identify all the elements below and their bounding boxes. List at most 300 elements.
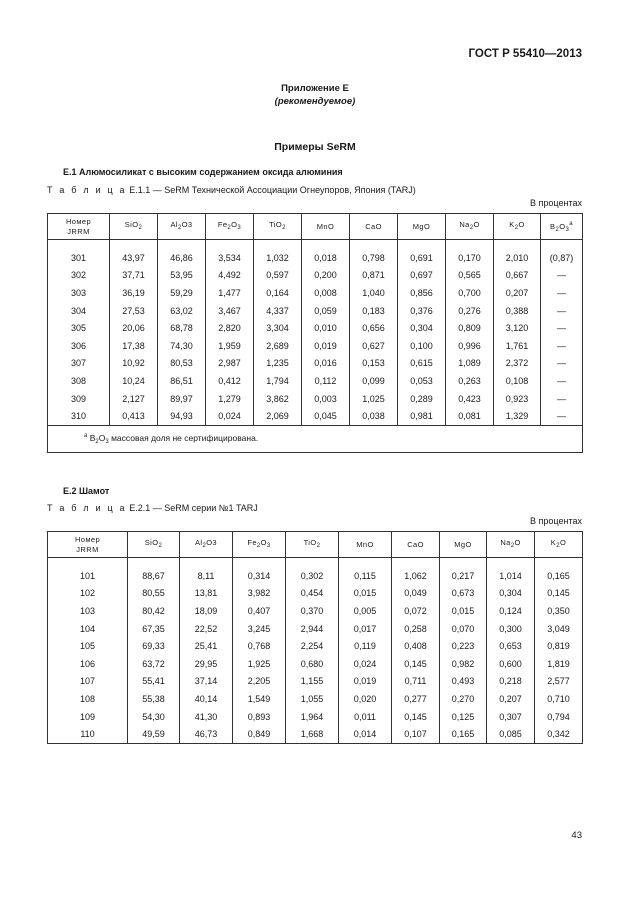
table1-cell: — <box>541 267 583 285</box>
table1-cell: 2,127 <box>110 390 158 408</box>
table2-cell: 2,944 <box>286 620 339 638</box>
table2-cell: 49,59 <box>128 725 180 743</box>
table2-header-row <box>48 532 583 558</box>
table1-cell: 2,372 <box>494 355 541 373</box>
table2-cell: 0,145 <box>535 585 583 603</box>
table1-footnote: $^a$ $B_2O_3$ массовая доля не сертифицирована. <box>48 425 583 452</box>
table1-cell: 302 <box>48 267 110 285</box>
table1-cell: 53,95 <box>158 267 206 285</box>
table2-header-na2o: $Na_2O$ <box>487 532 535 558</box>
table1-spacer-cell <box>541 240 583 250</box>
table1-cell: 0,183 <box>350 302 398 320</box>
table2-cell: 0,711 <box>392 673 440 691</box>
table2-cell: 1,014 <box>487 567 535 585</box>
table2-spacer-cell <box>180 558 233 568</box>
table2-cell: 104 <box>48 620 128 638</box>
table2-caption-label: Т а б л и ц а <box>47 503 127 513</box>
table1-cell: 3,862 <box>254 390 302 408</box>
table2-cell: 80,55 <box>128 585 180 603</box>
table1-cell: 0,207 <box>494 284 541 302</box>
table1-cell: 0,164 <box>254 284 302 302</box>
table1-cell: 1,329 <box>494 407 541 425</box>
table1-cell: 0,923 <box>494 390 541 408</box>
table1-cell: 3,467 <box>206 302 254 320</box>
table2-cell: 108 <box>48 690 128 708</box>
table2-header-jrrm <box>48 532 128 558</box>
table1-cell: — <box>541 284 583 302</box>
table2-cell: 0,314 <box>233 567 286 585</box>
table1-cell: 0,412 <box>206 372 254 390</box>
table2-cell: 0,302 <box>286 567 339 585</box>
table2-cell: 0,014 <box>339 725 392 743</box>
table2-cell: 29,95 <box>180 655 233 673</box>
table1-cell: 10,24 <box>110 372 158 390</box>
table2-cell: 105 <box>48 637 128 655</box>
table1-caption-label: Т а б л и ц а <box>47 185 127 195</box>
table2-cell: 0,982 <box>440 655 487 673</box>
table2-cell: 0,019 <box>339 673 392 691</box>
table2-cell: 0,165 <box>535 567 583 585</box>
table2-row <box>48 567 583 585</box>
table2-cell: 0,493 <box>440 673 487 691</box>
table2-cell: 0,600 <box>487 655 535 673</box>
table1-cell: 86,51 <box>158 372 206 390</box>
table1-cell: 59,29 <box>158 284 206 302</box>
table2-cell: 0,124 <box>487 602 535 620</box>
table1-cell: 0,981 <box>398 407 446 425</box>
table1-cell: — <box>541 337 583 355</box>
table2-header-fe2o3: $Fe_2O_3$ <box>233 532 286 558</box>
table1-cell: 0,112 <box>302 372 350 390</box>
table1-header-k2o: $K_2O$ <box>494 214 541 240</box>
table1-spacer-cell <box>48 240 110 250</box>
table1-cell: 0,003 <box>302 390 350 408</box>
table2-cell: 0,653 <box>487 637 535 655</box>
table1-cell: 2,010 <box>494 249 541 267</box>
table2-cell: 0,680 <box>286 655 339 673</box>
table2-row <box>48 708 583 726</box>
table2-cell: 0,085 <box>487 725 535 743</box>
table1 <box>47 213 583 453</box>
table2-cell: 0,024 <box>339 655 392 673</box>
table2-spacer-cell <box>339 558 392 568</box>
table2-cell: 2,205 <box>233 673 286 691</box>
table2-cell: 0,119 <box>339 637 392 655</box>
table2-cell: 0,015 <box>339 585 392 603</box>
table1-cell: 0,697 <box>398 267 446 285</box>
table2-row <box>48 585 583 603</box>
table2-cell: 0,307 <box>487 708 535 726</box>
table1-cell: 0,627 <box>350 337 398 355</box>
table1-cell: 1,794 <box>254 372 302 390</box>
table2-spacer-cell <box>440 558 487 568</box>
table2-cell: 88,67 <box>128 567 180 585</box>
table2-cell: 41,30 <box>180 708 233 726</box>
table2-row <box>48 602 583 620</box>
table1-cell: 303 <box>48 284 110 302</box>
table1-cell: 0,809 <box>446 319 494 337</box>
table1-cell: 43,97 <box>110 249 158 267</box>
table2-cell: 3,245 <box>233 620 286 638</box>
table1-cell: 0,108 <box>494 372 541 390</box>
table1-row <box>48 372 583 390</box>
table2-cell: 0,145 <box>392 708 440 726</box>
appendix-title: Приложение Е <box>281 83 349 94</box>
table2-cell: 0,145 <box>392 655 440 673</box>
table2-spacer-cell <box>286 558 339 568</box>
table1-cell: 2,689 <box>254 337 302 355</box>
table1-cell: 308 <box>48 372 110 390</box>
table1-cell: 0,856 <box>398 284 446 302</box>
table1-cell: 0,289 <box>398 390 446 408</box>
table1-header-b2o3-mark: a <box>569 220 573 227</box>
table1-cell: 0,871 <box>350 267 398 285</box>
table1-cell: 0,045 <box>302 407 350 425</box>
table1-spacer-cell <box>494 240 541 250</box>
table1-header-tio2: TiO$_2$ <box>254 214 302 240</box>
table1-cell: 89,97 <box>158 390 206 408</box>
table2-cell: 0,794 <box>535 708 583 726</box>
table2-cell: 0,015 <box>440 602 487 620</box>
table1-cell: 305 <box>48 319 110 337</box>
table1-cell: 0,423 <box>446 390 494 408</box>
table1-cell: 0,798 <box>350 249 398 267</box>
table2-cell: 0,258 <box>392 620 440 638</box>
table1-row <box>48 319 583 337</box>
table1-header-fe2o3: $Fe_2O_3$ <box>206 214 254 240</box>
section2-title: Е.2 Шамот <box>63 486 110 496</box>
table1-cell: 3,304 <box>254 319 302 337</box>
table1-cell: 2,987 <box>206 355 254 373</box>
appendix-note: (рекомендуемое) <box>274 96 356 107</box>
table2-cell: 0,407 <box>233 602 286 620</box>
table1-cell: 0,059 <box>302 302 350 320</box>
table1-cell: 0,276 <box>446 302 494 320</box>
table1-spacer-cell <box>350 240 398 250</box>
table1-cell: 46,86 <box>158 249 206 267</box>
table2-spacer-cell <box>128 558 180 568</box>
table1-cell: 0,304 <box>398 319 446 337</box>
table1-cell: 20,06 <box>110 319 158 337</box>
table1-cell: 307 <box>48 355 110 373</box>
table2-spacer-row <box>48 558 583 568</box>
table1-spacer-cell <box>398 240 446 250</box>
table1-cell: 2,820 <box>206 319 254 337</box>
table1-cell: 0,615 <box>398 355 446 373</box>
table2-header-al2o3: $Al_2O3$ <box>180 532 233 558</box>
table2-cell: 40,14 <box>180 690 233 708</box>
table1-cell: 1,279 <box>206 390 254 408</box>
table1-cell: 80,53 <box>158 355 206 373</box>
table2-spacer-cell <box>233 558 286 568</box>
table1-cell: 0,656 <box>350 319 398 337</box>
table2-cell: 0,223 <box>440 637 487 655</box>
table2-cell: 0,710 <box>535 690 583 708</box>
table2-cell: 0,017 <box>339 620 392 638</box>
table2-cell: 25,41 <box>180 637 233 655</box>
table2-cell: 0,207 <box>487 690 535 708</box>
table1-cell: 68,78 <box>158 319 206 337</box>
table2-cell: 0,277 <box>392 690 440 708</box>
table1-cell: 0,010 <box>302 319 350 337</box>
table1-cell: 4,492 <box>206 267 254 285</box>
table1-header-mgo: MgO <box>398 214 446 240</box>
table1-cell: 0,099 <box>350 372 398 390</box>
table1-cell: 0,153 <box>350 355 398 373</box>
table1-cell: 10,92 <box>110 355 158 373</box>
table1-spacer-cell <box>254 240 302 250</box>
table2-cell: 0,217 <box>440 567 487 585</box>
table1-cell: 309 <box>48 390 110 408</box>
table1-cell: 1,040 <box>350 284 398 302</box>
table2-row <box>48 655 583 673</box>
table2-cell: 1,819 <box>535 655 583 673</box>
footnote-mark: a <box>84 432 88 439</box>
table2-cell: 1,155 <box>286 673 339 691</box>
table1-cell: 37,71 <box>110 267 158 285</box>
table1-cell: 0,081 <box>446 407 494 425</box>
table1-row <box>48 302 583 320</box>
table2-spacer-cell <box>487 558 535 568</box>
table2-row <box>48 690 583 708</box>
table1-cell: 306 <box>48 337 110 355</box>
table2-caption <box>47 503 258 513</box>
table1-cell: 1,032 <box>254 249 302 267</box>
table1-unit: В процентах <box>530 198 582 208</box>
table2-cell: 0,115 <box>339 567 392 585</box>
table1-row <box>48 407 583 425</box>
table1-header-sio2: SiO$_2$ <box>110 214 158 240</box>
table2-cell: 101 <box>48 567 128 585</box>
table1-cell: 0,038 <box>350 407 398 425</box>
table2-header-number: Номер <box>74 534 101 544</box>
table2-row <box>48 620 583 638</box>
table2-cell: 0,218 <box>487 673 535 691</box>
table2-spacer-cell <box>392 558 440 568</box>
table2-row <box>48 637 583 655</box>
table1-cell: — <box>541 302 583 320</box>
table1-header-jrrm <box>48 214 110 240</box>
table1-header-cao: CaO <box>350 214 398 240</box>
table1-row <box>48 267 583 285</box>
table2-cell: 0,011 <box>339 708 392 726</box>
table2-cell: 69,33 <box>128 637 180 655</box>
table2-cell: 1,668 <box>286 725 339 743</box>
table1-header-mno: MnO <box>302 214 350 240</box>
table2-row <box>48 725 583 743</box>
table1-cell: 1,959 <box>206 337 254 355</box>
table2-header-cao: CaO <box>392 532 440 558</box>
main-heading: Примеры SeRM <box>274 141 356 153</box>
standard-number: ГОСТ Р 55410—2013 <box>468 48 582 60</box>
table2-header-tio2: TiO$_2$ <box>286 532 339 558</box>
table2-cell: 106 <box>48 655 128 673</box>
table2-header-k2o: $K_2O$ <box>535 532 583 558</box>
table2-cell: 1,549 <box>233 690 286 708</box>
table1-cell: — <box>541 355 583 373</box>
table1-cell: 1,761 <box>494 337 541 355</box>
table2-spacer-cell <box>535 558 583 568</box>
table2-caption-text: Е.2.1 — SeRM серии №1 TARJ <box>129 503 258 513</box>
table1-cell: 74,30 <box>158 337 206 355</box>
table1-cell: 1,089 <box>446 355 494 373</box>
table1-spacer-cell <box>110 240 158 250</box>
table1-cell: 36,19 <box>110 284 158 302</box>
table2-header-mgo: MgO <box>440 532 487 558</box>
table1-row <box>48 337 583 355</box>
table1-caption <box>47 185 416 195</box>
table1-row <box>48 355 583 373</box>
table1-spacer-row <box>48 240 583 250</box>
table2-cell: 0,893 <box>233 708 286 726</box>
table1-spacer-cell <box>302 240 350 250</box>
table1-cell: — <box>541 319 583 337</box>
table1-cell: — <box>541 407 583 425</box>
table2-cell: 3,049 <box>535 620 583 638</box>
table2-cell: 2,577 <box>535 673 583 691</box>
table1-row <box>48 390 583 408</box>
table2-cell: 46,73 <box>180 725 233 743</box>
table1-cell: 0,019 <box>302 337 350 355</box>
table1-cell: 1,025 <box>350 390 398 408</box>
table2-cell: 63,72 <box>128 655 180 673</box>
table2-cell: 0,072 <box>392 602 440 620</box>
table1-cell: 0,008 <box>302 284 350 302</box>
table2-cell: 0,342 <box>535 725 583 743</box>
table2-cell: 55,41 <box>128 673 180 691</box>
table1-cell: — <box>541 390 583 408</box>
table1-footnote-row <box>48 425 583 452</box>
table2-cell: 110 <box>48 725 128 743</box>
table1-cell: — <box>541 372 583 390</box>
table2-cell: 18,09 <box>180 602 233 620</box>
table2-header-sio2: SiO$_2$ <box>128 532 180 558</box>
table2-cell: 0,408 <box>392 637 440 655</box>
table1-cell: 1,235 <box>254 355 302 373</box>
table1-header-na2o: $Na_2O$ <box>446 214 494 240</box>
table2-cell: 103 <box>48 602 128 620</box>
table1-cell: 0,016 <box>302 355 350 373</box>
table2-cell: 54,30 <box>128 708 180 726</box>
table2-cell: 0,849 <box>233 725 286 743</box>
table1-spacer-cell <box>446 240 494 250</box>
table1-cell: 0,388 <box>494 302 541 320</box>
table2-cell: 2,254 <box>286 637 339 655</box>
table1-cell: 0,700 <box>446 284 494 302</box>
table1-caption-text: Е.1.1 — SeRM Технической Ассоциации Огнеупоров, Япония (TARJ) <box>129 185 416 195</box>
table1-spacer-cell <box>158 240 206 250</box>
table1-cell: 27,53 <box>110 302 158 320</box>
table2-cell: 0,125 <box>440 708 487 726</box>
table2-cell: 8,11 <box>180 567 233 585</box>
table2-cell: 102 <box>48 585 128 603</box>
table2-cell: 0,768 <box>233 637 286 655</box>
table1-header-jrrm-label: JRRM <box>67 226 90 236</box>
section1-title: Е.1 Алюмосиликат с высоким содержанием оксида алюминия <box>63 167 343 177</box>
table1-cell: 304 <box>48 302 110 320</box>
table2-cell: 0,673 <box>440 585 487 603</box>
table1-cell: 0,597 <box>254 267 302 285</box>
table1-cell: 0,263 <box>446 372 494 390</box>
table1-header-al2o3: $Al_2O3$ <box>158 214 206 240</box>
table2-cell: 37,14 <box>180 673 233 691</box>
table2 <box>47 531 583 744</box>
table1-cell: 3,120 <box>494 319 541 337</box>
table1-cell: 0,691 <box>398 249 446 267</box>
table2-cell: 0,107 <box>392 725 440 743</box>
table2-cell: 1,964 <box>286 708 339 726</box>
table1-cell: 0,376 <box>398 302 446 320</box>
table1-cell: 0,053 <box>398 372 446 390</box>
table2-spacer-cell <box>48 558 128 568</box>
table1-cell: 0,018 <box>302 249 350 267</box>
table1-header-b2o3: $B_2O_3^a$ <box>541 214 583 240</box>
table2-cell: 0,819 <box>535 637 583 655</box>
table2-cell: 0,454 <box>286 585 339 603</box>
table2-cell: 0,270 <box>440 690 487 708</box>
table1-spacer-cell <box>206 240 254 250</box>
table2-cell: 0,005 <box>339 602 392 620</box>
table2-cell: 0,049 <box>392 585 440 603</box>
table2-cell: 1,925 <box>233 655 286 673</box>
table1-header-row <box>48 214 583 240</box>
table2-cell: 0,370 <box>286 602 339 620</box>
table1-header-number: Номер <box>65 216 92 226</box>
table2-cell: 80,42 <box>128 602 180 620</box>
table1-cell: 0,413 <box>110 407 158 425</box>
table1-cell: (0,87) <box>541 249 583 267</box>
footnote-text: массовая доля не сертифицирована. <box>111 432 259 443</box>
table1-cell: 0,024 <box>206 407 254 425</box>
table1-row <box>48 249 583 267</box>
table1-cell: 0,667 <box>494 267 541 285</box>
table1-cell: 301 <box>48 249 110 267</box>
table1-cell: 17,38 <box>110 337 158 355</box>
table1-cell: 2,069 <box>254 407 302 425</box>
table1-cell: 310 <box>48 407 110 425</box>
table1-cell: 4,337 <box>254 302 302 320</box>
table2-cell: 0,304 <box>487 585 535 603</box>
table1-cell: 0,200 <box>302 267 350 285</box>
table2-header-mno: MnO <box>339 532 392 558</box>
table1-cell: 0,565 <box>446 267 494 285</box>
table2-cell: 0,070 <box>440 620 487 638</box>
table2-unit: В процентах <box>530 516 582 526</box>
table1-cell: 63,02 <box>158 302 206 320</box>
table2-cell: 0,020 <box>339 690 392 708</box>
table1-cell: 0,996 <box>446 337 494 355</box>
table2-row <box>48 673 583 691</box>
table2-cell: 1,055 <box>286 690 339 708</box>
table2-header-jrrm-label: JRRM <box>76 544 99 554</box>
table2-cell: 13,81 <box>180 585 233 603</box>
table1-cell: 0,100 <box>398 337 446 355</box>
table2-cell: 22,52 <box>180 620 233 638</box>
table1-cell: 1,477 <box>206 284 254 302</box>
table2-cell: 0,165 <box>440 725 487 743</box>
table2-cell: 67,35 <box>128 620 180 638</box>
table2-cell: 55,38 <box>128 690 180 708</box>
page-number: 43 <box>571 830 582 841</box>
table2-cell: 3,982 <box>233 585 286 603</box>
table2-cell: 107 <box>48 673 128 691</box>
table2-cell: 0,300 <box>487 620 535 638</box>
appendix-header <box>0 82 630 108</box>
table1-cell: 3,534 <box>206 249 254 267</box>
table1-cell: 94,93 <box>158 407 206 425</box>
table2-cell: 1,062 <box>392 567 440 585</box>
table2-cell: 109 <box>48 708 128 726</box>
